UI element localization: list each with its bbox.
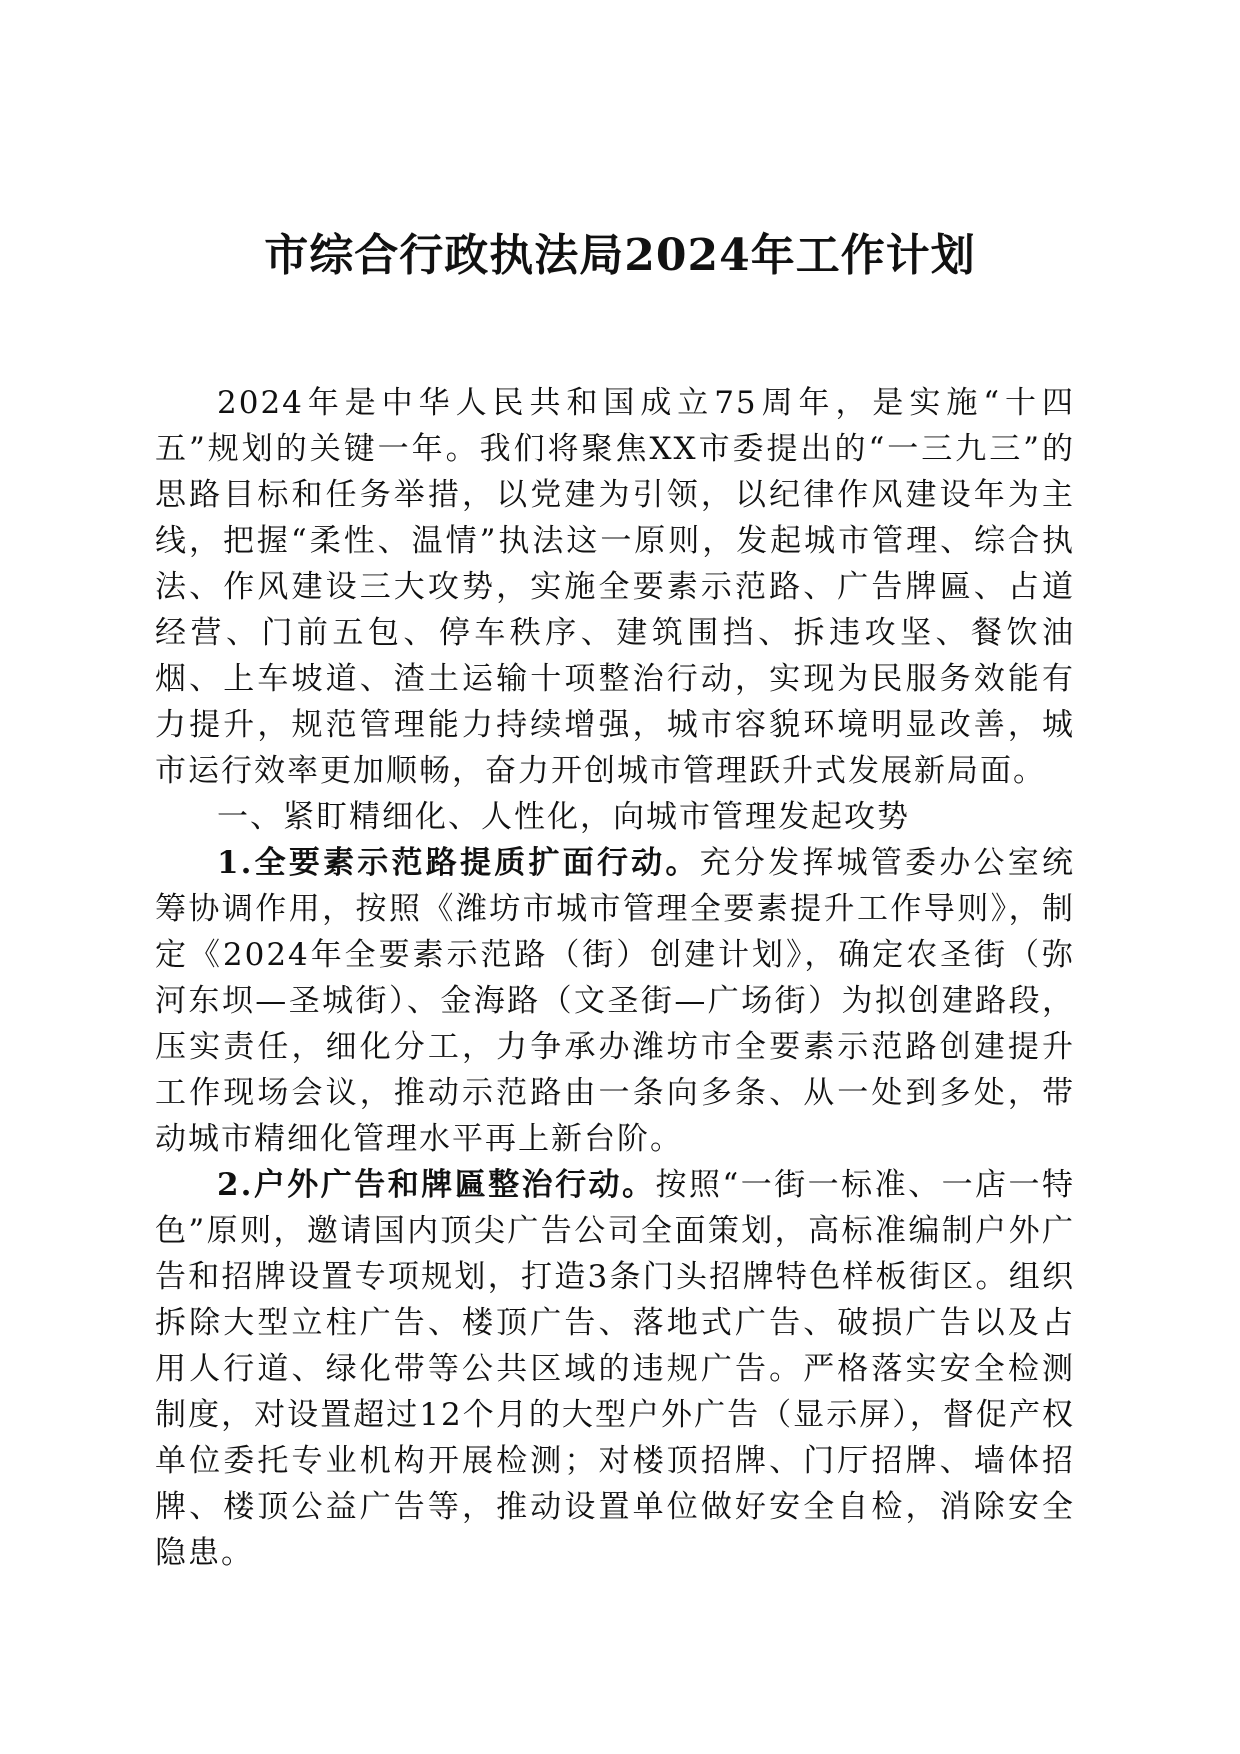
item-paragraph-2 <box>155 1162 1075 1576</box>
intro-paragraph: 2024年是中华人民共和国成立75周年，是实施“十四五”规划的关键一年。我们将聚焦XX市委提出的“一三九三”的思路目标和任务举措，以党建为引领，以纪律作风建设年为主线，把握“柔性、温情”执法这一原则，发起城市管理、综合执法、作风建设三大攻势，实施全要素示范路、广告牌匾、占道经营、门前五包、停车秩序、建筑围挡、拆违攻坚、餐饮油烟、上车坡道、渣土运输十项整治行动，实现为民服务效能有力提升，规范管理能力持续增强，城市容貌环境明显改善，城市运行效率更加顺畅，奋力开创城市管理跃升式发展新局面。 <box>155 385 1075 789</box>
section-heading: 一、紧盯精细化、人性化，向城市管理发起攻势 <box>217 799 910 835</box>
document-body <box>155 380 1075 1576</box>
document-title: 市综合行政执法局2024年工作计划 <box>264 230 976 281</box>
item-lead-1: 1.全要素示范路提质扩面行动。 <box>217 845 700 881</box>
item-lead-2: 2.户外广告和牌匾整治行动。 <box>217 1167 656 1203</box>
item-text-2: 按照“一街一标准、一店一特色”原则，邀请国内顶尖广告公司全面策划，高标准编制户外广告和招牌设置专项规划，打造3条门头招牌特色样板街区。组织拆除大型立柱广告、楼顶广告、落地式广告、破损广告以及占用人行道、绿化带等公共区域的违规广告。严格落实安全检测制度，对设置超过12个月的大型户外广告（显示屏），督促产权单位委托专业机构开展检测；对楼顶招牌、门厅招牌、墙体招牌、楼顶公益广告等，推动设置单位做好安全自检，消除安全隐患。 <box>155 1167 1075 1571</box>
item-text-1: 充分发挥城管委办公室统筹协调作用，按照《潍坊市城市管理全要素提升工作导则》，制定《2024年全要素示范路（街）创建计划》，确定农圣街（弥河东坝—圣城街）、金海路（文圣街—广场街）为拟创建路段，压实责任，细化分工，力争承办潍坊市全要素示范路创建提升工作现场会议，推动示范路由一条向多条、从一处到多处，带动城市精细化管理水平再上新台阶。 <box>155 845 1075 1157</box>
item-paragraph-1 <box>155 840 1075 1162</box>
